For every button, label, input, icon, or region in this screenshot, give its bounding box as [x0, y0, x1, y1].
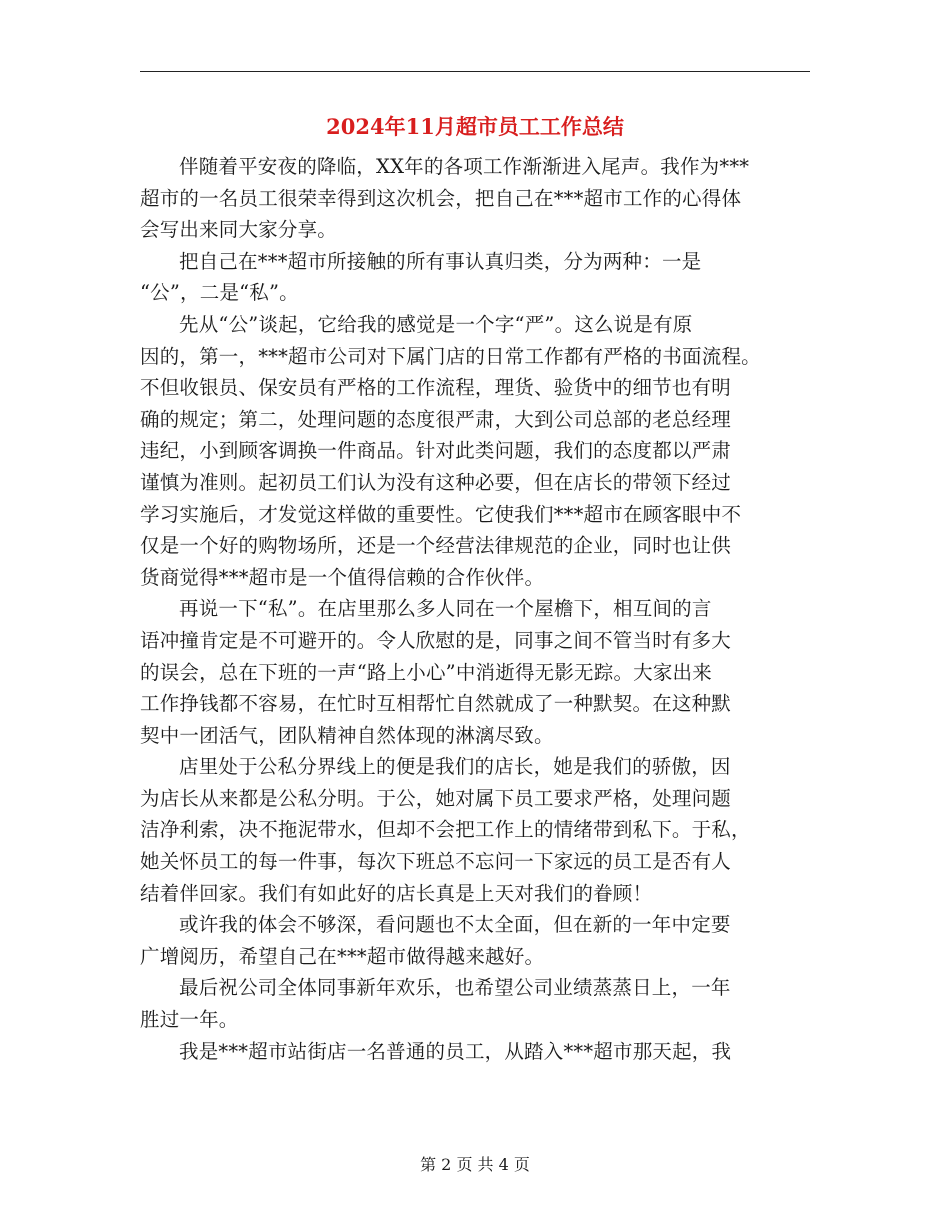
text-line: 不但收银员、保安员有严格的工作流程，理货、验货中的细节也有明 [140, 376, 732, 400]
text-line: 超市的一名员工很荣幸得到这次机会，把自己在***超市工作的心得体 [140, 186, 742, 210]
paragraph [140, 151, 830, 246]
text-line: 胜过一年。 [140, 1008, 239, 1032]
text-line: 把自己在***超市所接触的所有事认真归类，分为两种：一是 [179, 249, 702, 273]
paragraph [140, 1036, 830, 1068]
document-body [140, 151, 830, 1067]
paragraph [140, 751, 830, 909]
text-line: 我是***超市站街店一名普通的员工，从踏入***超市那天起，我 [179, 1039, 732, 1063]
text-line: 仅是一个好的购物场所，还是一个经营法律规范的企业，同时也让供 [140, 534, 732, 558]
text-line: 会写出来同大家分享。 [140, 218, 338, 242]
text-line: 谨慎为准则。起初员工们认为没有这种必要，但在店长的带领下经过 [140, 470, 732, 494]
text-line: 店里处于公私分界线上的便是我们的店长，她是我们的骄傲，因 [179, 755, 731, 779]
text-line: 她关怀员工的每一件事，每次下班总不忘问一下家远的员工是否有人 [140, 850, 732, 874]
text-line: 因的，第一，***超市公司对下属门店的日常工作都有严格的书面流程。 [140, 344, 761, 368]
text-line: 为店长从来都是公私分明。于公，她对属下员工要求严格，处理问题 [140, 786, 732, 810]
text-line: 结着伴回家。我们有如此好的店长真是上天对我们的眷顾！ [140, 881, 653, 905]
paragraph [140, 246, 830, 309]
text-line: 洁净利索，决不拖泥带水，但却不会把工作上的情绪带到私下。于私， [140, 818, 751, 842]
text-line: 广增阅历，希望自己在***超市做得越来越好。 [140, 944, 545, 968]
text-line: 先从“公”谈起，它给我的感觉是一个字“严”。这么说是有原 [179, 312, 693, 336]
paragraph [140, 309, 830, 593]
document-title: 2024年11月超市员工工作总结 [326, 114, 624, 139]
text-line: 工作挣钱都不容易，在忙时互相帮忙自然就成了一种默契。在这种默 [140, 692, 732, 716]
text-line: “公”，二是“私”。 [140, 281, 299, 305]
text-line: 语冲撞肯定是不可避开的。令人欣慰的是，同事之间不管当时有多大 [140, 628, 732, 652]
text-line: 货商觉得***超市是一个值得信赖的合作伙伴。 [140, 565, 545, 589]
paragraph [140, 909, 830, 972]
header-rule [140, 71, 810, 72]
text-line: 伴随着平安夜的降临，XX年的各项工作渐渐进入尾声。我作为*** [179, 155, 750, 178]
text-line: 或许我的体会不够深，看问题也不太全面，但在新的一年中定要 [179, 913, 731, 937]
paragraph [140, 593, 830, 751]
text-line: 最后祝公司全体同事新年欢乐，也希望公司业绩蒸蒸日上，一年 [179, 976, 731, 1000]
text-line: 学习实施后，才发觉这样做的重要性。它使我们***超市在顾客眼中不 [140, 502, 742, 526]
page-number-footer: 第 2 页 共 4 页 [420, 1155, 530, 1174]
text-line: 确的规定；第二，处理问题的态度很严肃，大到公司总部的老总经理 [140, 407, 732, 431]
text-line: 再说一下“私”。在店里那么多人同在一个屋檐下，相互间的言 [179, 597, 712, 621]
text-line: 违纪，小到顾客调换一件商品。针对此类问题，我们的态度都以严肃 [140, 439, 732, 463]
text-line: 的误会，总在下班的一声“路上小心”中消逝得无影无踪。大家出来 [140, 660, 712, 684]
paragraph [140, 972, 830, 1035]
text-line: 契中一团活气，团队精神自然体现的淋漓尽致。 [140, 723, 554, 747]
